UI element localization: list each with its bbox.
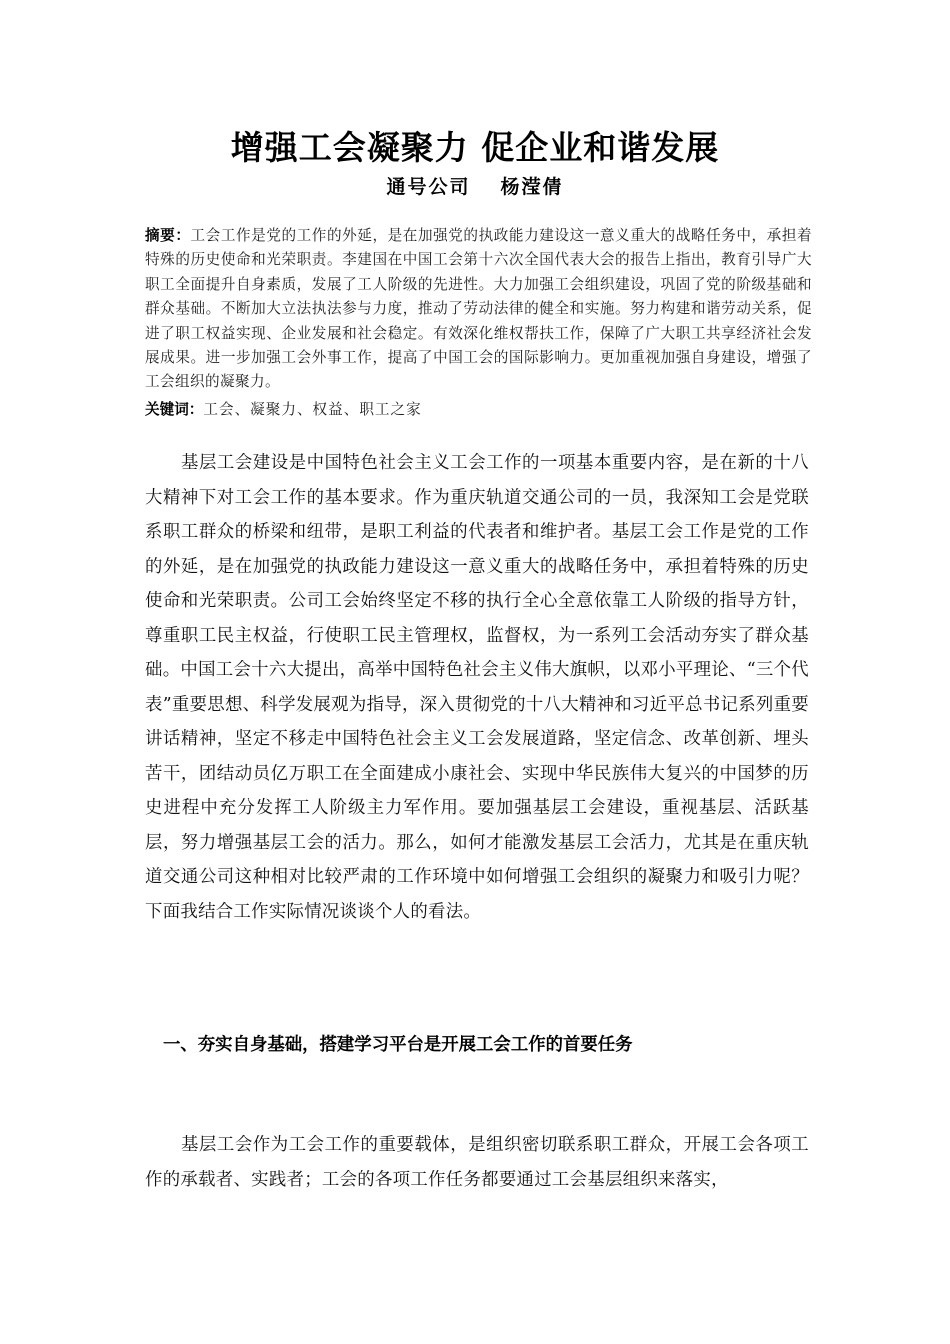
author-line — [0, 172, 950, 202]
keywords-text: 工会、凝聚力、权益、职工之家 — [203, 401, 422, 418]
keywords-label: 关键词： — [145, 401, 204, 418]
abstract — [145, 224, 812, 395]
body-paragraph-1: 基层工会建设是中国特色社会主义工会工作的一项基本重要内容，是在新的十八大精神下对工会工作的基本要求。作为重庆轨道交通公司的一员，我深知工会是党联系职工群众的桥梁和纽带，是职工利益的代表者和维护者。基层工会工作是党的工作的外延，是在加强党的执政能力建设这一意义重大的战略任务中，承担着特殊的历史使命和光荣职责。公司工会始终坚定不移的执行全心全意依靠工人阶级的指导方针，尊重职工民主权益，行使职工民主管理权，监督权，为一系列工会活动夯实了群众基础。中国工会十六大提出，高举中国特色社会主义伟大旗帜，以邓小平理论、“三个代表”重要思想、科学发展观为指导，深入贯彻党的十八大精神和习近平总书记系列重要讲话精神，坚定不移走中国特色社会主义工会发展道路，坚定信念、改革创新、埋头苦干，团结动员亿万职工在全面建成小康社会、实现中华民族伟大复兴的中国梦的历史进程中充分发挥工人阶级主力军作用。要加强基层工会建设，重视基层、活跃基层，努力增强基层工会的活力。那么，如何才能激发基层工会活力，尤其是在重庆轨道交通公司这种相对比较严肃的工作环境中如何增强工会组织的凝聚力和吸引力呢？下面我结合工作实际情况谈谈个人的看法。 — [145, 453, 809, 922]
body-paragraph-2: 基层工会作为工会工作的重要载体，是组织密切联系职工群众，开展工会各项工作的承载者、实践者；工会的各项工作任务都要通过工会基层组织来落实， — [145, 1135, 809, 1190]
abstract-label: 摘要： — [145, 227, 191, 244]
section-heading-1: 一、夯实自身基础，搭建学习平台是开展工会工作的首要任务 — [163, 1035, 633, 1055]
keywords — [145, 398, 812, 422]
abstract-text: 工会工作是党的工作的外延，是在加强党的执政能力建设这一意义重大的战略任务中，承担着特殊的历史使命和光荣职责。李建国在中国工会第十六次全国代表大会的报告上指出，教育引导广大职工全面提升自身素质，发展了工人阶级的先进性。大力加强工会组织建设，巩固了党的阶级基础和群众基础。不断加大立法执法参与力度，推动了劳动法律的健全和实施。努力构建和谐劳动关系，促进了职工权益实现、企业发展和社会稳定。有效深化维权帮扶工作，保障了广大职工共享经济社会发展成果。进一步加强工会外事工作，提高了中国工会的国际影响力。更加重视加强自身建设，增强了工会组织的凝聚力。 — [145, 227, 813, 391]
author-organization: 通号公司 — [386, 176, 471, 198]
document-title: 增强工会凝聚力 促企业和谐发展 — [230, 128, 720, 167]
author-name: 杨滢倩 — [500, 176, 564, 198]
